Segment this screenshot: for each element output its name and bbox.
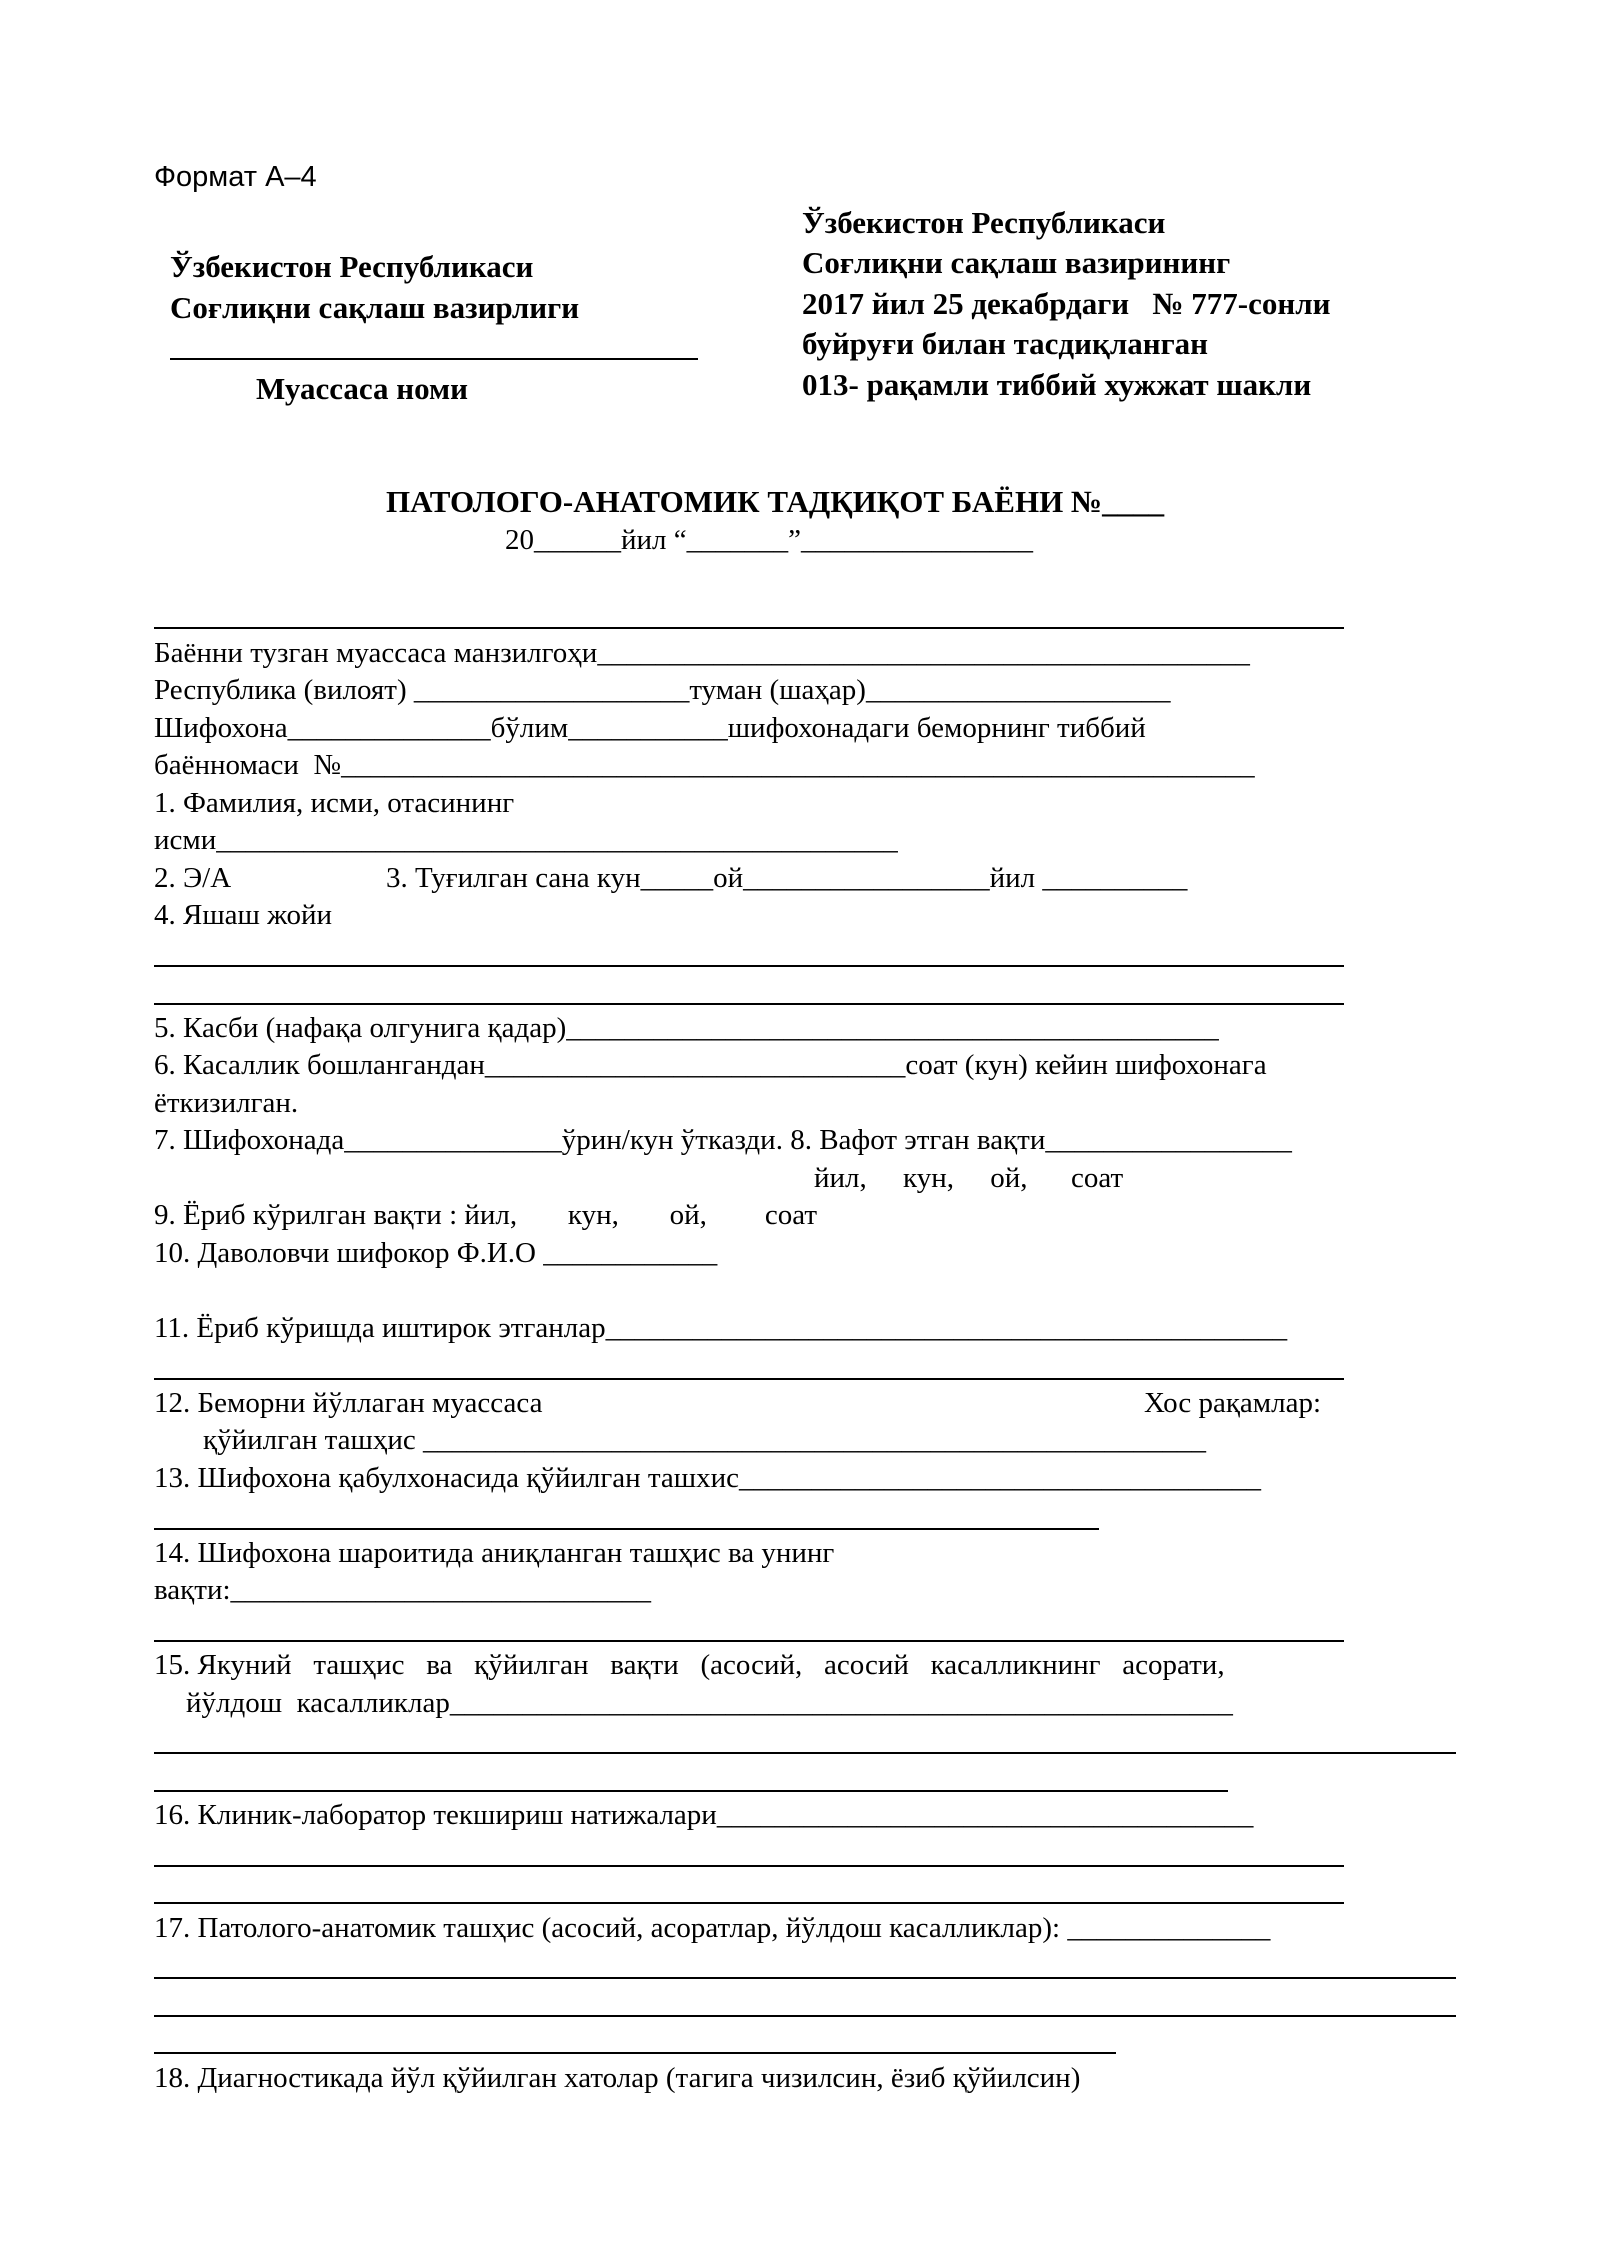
field-death-time-units: йил, кун, ой, соат: [814, 1162, 1124, 1194]
blank-line: [154, 2015, 1456, 2017]
blank-line: [154, 1003, 1344, 1005]
blank-line: [154, 627, 1344, 629]
field-hospital-diagnosis: 14. Шифохона шароитида аниқланган ташҳис ва унинг: [154, 1537, 835, 1569]
field-final-diagnosis-cont: йўлдош касалликлар______________________________________________________: [186, 1687, 1233, 1719]
blank-line: [154, 1528, 1099, 1530]
field-gender: 2. Э/А: [154, 862, 232, 894]
approval-line4: буйруғи билан тасдиқланган: [802, 326, 1209, 361]
approval-line2: Соғлиқни сақлаш вазирининг: [802, 245, 1231, 280]
field-admission-diagnosis: 13. Шифохона қабулхонасида қўйилган ташхис____________________________________: [154, 1462, 1261, 1494]
institution-name-label: Муассаса номи: [256, 371, 468, 406]
field-region-district: Республика (вилоят) ___________________туман (шаҳар)_____________________: [154, 674, 1171, 706]
blank-line: [154, 1752, 1456, 1754]
approval-line5: 013- рақамли тиббий хужжат шакли: [802, 367, 1312, 402]
field-bed-days-death-time: 7. Шифохонада_______________ўрин/кун ўтказди. 8. Вафот этган вақти_________________: [154, 1124, 1292, 1156]
field-attending-physician: 10. Даволовчи шифокор Ф.И.О ____________: [154, 1237, 718, 1269]
field-full-name-label: 1. Фамилия, исми, отасининг: [154, 787, 515, 819]
field-lab-results: 16. Клиник-лаборатор текшириш натижалари_____________________________________: [154, 1799, 1254, 1831]
field-medical-record-number: баённомаси №_______________________________________________________________: [154, 749, 1255, 781]
blank-line: [154, 1378, 1344, 1380]
blank-line: [154, 1865, 1344, 1867]
document-date-line: 20______йил “_______”________________: [505, 524, 1034, 556]
field-final-diagnosis: 15. Якуний ташҳис ва қўйилган вақти (асосий, асосий касалликнинг асорати,: [154, 1649, 1225, 1681]
field-diagnostic-errors: 18. Диагностикада йўл қўйилган хатолар (тагига чизилсин, ёзиб қўйилсин): [154, 2062, 1081, 2094]
field-referring-institution: 12. Беморни йўллаган муассаса: [154, 1387, 543, 1419]
field-full-name: исми_______________________________________________: [154, 824, 898, 856]
blank-line: [154, 1902, 1344, 1904]
institution-name-blank: [170, 358, 698, 360]
field-pathological-diagnosis: 17. Патолого-анатомик ташҳис (асосий, асоратлар, йўлдош касалликлар): ______________: [154, 1912, 1271, 1944]
approval-line3: 2017 йил 25 декабрдаги № 777-сонли: [802, 286, 1331, 321]
field-residence: 4. Яшаш жойи: [154, 899, 332, 931]
field-autopsy-time: 9. Ёриб кўрилган вақти : йил, кун, ой, соат: [154, 1199, 818, 1231]
blank-line: [154, 1790, 1228, 1792]
field-referral-diagnosis: қўйилган ташҳис ______________________________________________________: [203, 1424, 1207, 1456]
field-hospital-diagnosis-time: вақти:_____________________________: [154, 1574, 652, 1606]
field-hospital-department: Шифохона______________бўлим___________шифохонадаги беморнинг тиббий: [154, 712, 1146, 744]
blank-line: [154, 1977, 1456, 1979]
field-occupation: 5. Касби (нафақа олгунига қадар)_____________________________________________: [154, 1012, 1219, 1044]
ministry-name-line1: Ўзбекистон Республикаси: [170, 249, 534, 284]
ministry-name-line2: Соғлиқни сақлаш вазирлиги: [170, 290, 580, 325]
blank-line: [154, 965, 1344, 967]
document-title: ПАТОЛОГО-АНАТОМИК ТАДҚИҚОТ БАЁНИ №____: [386, 484, 1165, 519]
field-autopsy-participants: 11. Ёриб кўришда иштирок этганлар_______________________________________________: [154, 1312, 1288, 1344]
blank-line: [154, 1640, 1344, 1642]
field-address: Баённи тузган муассаса манзилгоҳи_____________________________________________: [154, 637, 1250, 669]
field-special-numbers: Хос рақамлар:: [1144, 1387, 1322, 1419]
field-hospitalization-delay: 6. Касаллик бошлангандан_____________________________соат (кун) кейин шифохонага: [154, 1049, 1267, 1081]
blank-line: [154, 2052, 1116, 2054]
field-hospitalization-delay-cont: ёткизилган.: [154, 1087, 299, 1119]
approval-line1: Ўзбекистон Республикаси: [802, 205, 1166, 240]
field-birth-date: 3. Туғилган сана кун_____ой_________________йил __________: [386, 862, 1188, 894]
format-label: Формат А–4: [154, 161, 317, 193]
